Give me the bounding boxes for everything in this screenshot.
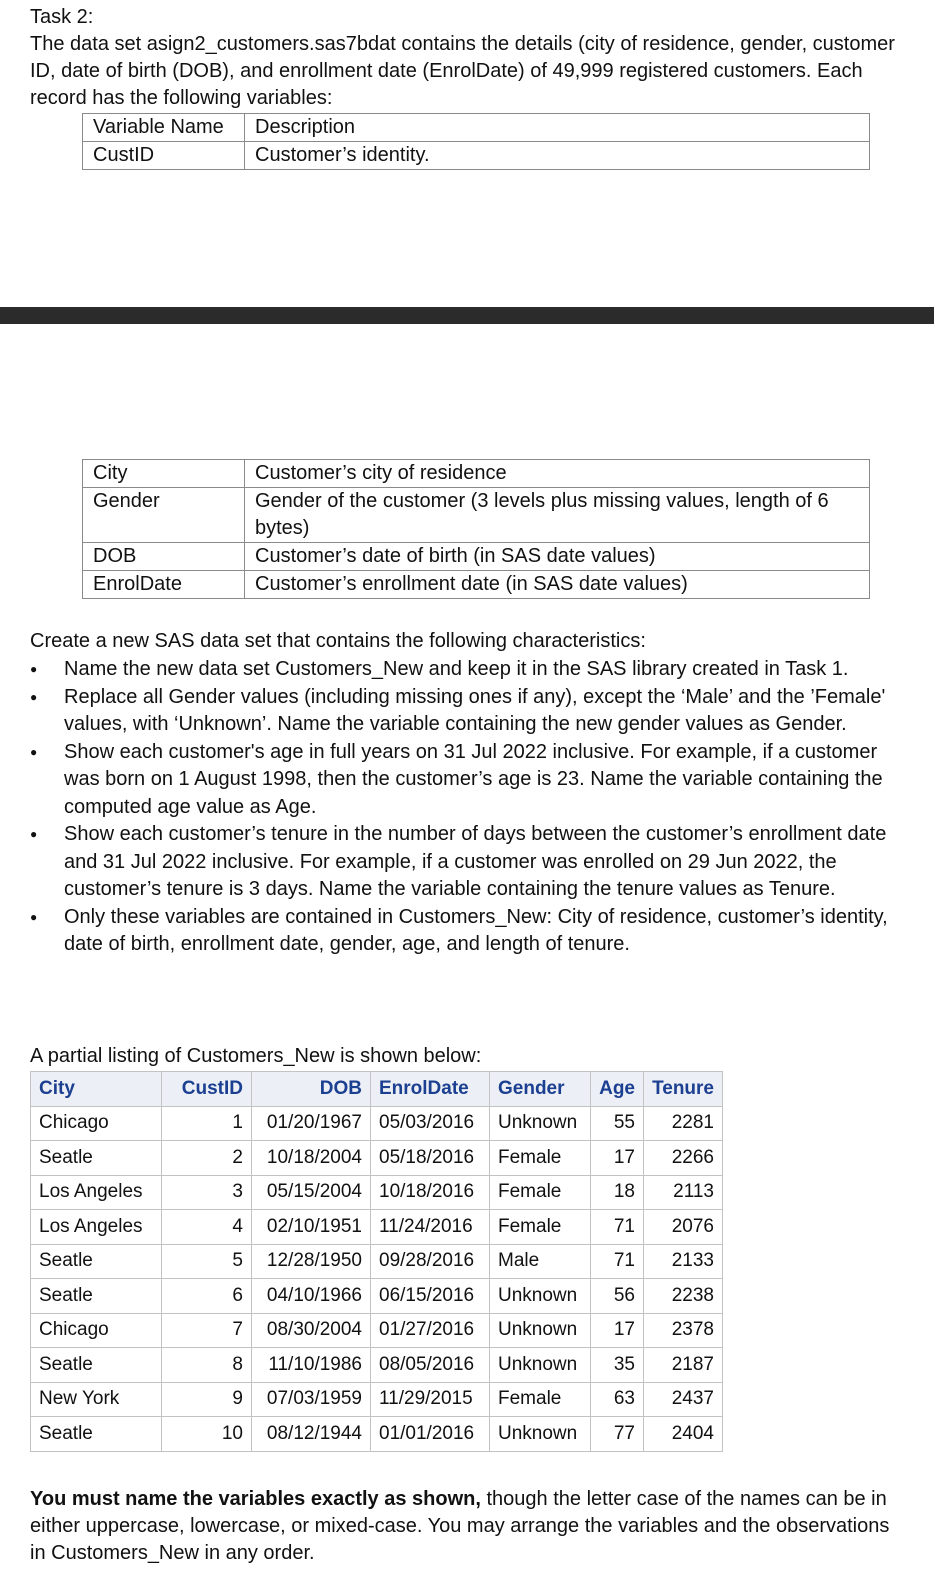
gender-cell: Female <box>490 1175 591 1210</box>
listing-row <box>31 1141 723 1176</box>
gender-cell: Unknown <box>490 1106 591 1141</box>
listing-row <box>31 1313 723 1348</box>
city-cell: Los Angeles <box>31 1210 162 1245</box>
gender-cell: Male <box>490 1244 591 1279</box>
age-cell: 35 <box>591 1348 644 1383</box>
description-header: Description <box>245 114 870 142</box>
tenure-cell: 2187 <box>644 1348 723 1383</box>
gender-cell: Unknown <box>490 1313 591 1348</box>
variable-row <box>83 543 870 571</box>
gender-cell: Unknown <box>490 1348 591 1383</box>
enroldate-cell: 01/27/2016 <box>371 1313 490 1348</box>
age-cell: 18 <box>591 1175 644 1210</box>
tenure-cell: 2133 <box>644 1244 723 1279</box>
tenure-cell: 2281 <box>644 1106 723 1141</box>
enroldate-header: EnrolDate <box>371 1072 490 1107</box>
tenure-header: Tenure <box>644 1072 723 1107</box>
listing-row <box>31 1382 723 1417</box>
variable-name-cell: City <box>83 460 245 488</box>
dob-cell: 01/20/1967 <box>252 1106 371 1141</box>
gender-cell: Female <box>490 1210 591 1245</box>
dob-cell: 11/10/1986 <box>252 1348 371 1383</box>
variable-description-cell: Customer’s enrollment date (in SAS date values) <box>245 571 870 599</box>
tenure-cell: 2378 <box>644 1313 723 1348</box>
dob-cell: 07/03/1959 <box>252 1382 371 1417</box>
requirement-item: ● Only these variables are contained in Customers_New: City of residence, customer’s identity, date of birth, enrollment date, gender, age, and length of tenure. <box>30 904 910 959</box>
age-cell: 55 <box>591 1106 644 1141</box>
city-cell: Seatle <box>31 1279 162 1314</box>
tenure-cell: 2113 <box>644 1175 723 1210</box>
dob-cell: 08/30/2004 <box>252 1313 371 1348</box>
listing-row <box>31 1244 723 1279</box>
tenure-cell: 2076 <box>644 1210 723 1245</box>
custid-cell: 7 <box>162 1313 252 1348</box>
requirement-item: ● Show each customer's age in full years on 31 Jul 2022 inclusive. For example, if a customer was born on 1 August 1998, then the customer’s age is 23. Name the variable containing the computed age value as Age. <box>30 739 910 822</box>
listing-row <box>31 1279 723 1314</box>
city-cell: New York <box>31 1382 162 1417</box>
gender-header: Gender <box>490 1072 591 1107</box>
city-cell: Seatle <box>31 1244 162 1279</box>
custid-cell: 5 <box>162 1244 252 1279</box>
age-cell: 71 <box>591 1244 644 1279</box>
listing-row <box>31 1417 723 1452</box>
enroldate-cell: 08/05/2016 <box>371 1348 490 1383</box>
variable-description-cell: Customer’s date of birth (in SAS date values) <box>245 543 870 571</box>
listing-row <box>31 1210 723 1245</box>
city-header: City <box>31 1072 162 1107</box>
variable-name-cell: EnrolDate <box>83 571 245 599</box>
variable-table-top <box>82 113 870 170</box>
footer-note-bold: You must name the variables exactly as shown, <box>30 1488 481 1510</box>
requirement-item: ● Name the new data set Customers_New and keep it in the SAS library created in Task 1. <box>30 656 910 684</box>
custid-cell: 1 <box>162 1106 252 1141</box>
gender-cell: Unknown <box>490 1279 591 1314</box>
listing-intro: A partial listing of Customers_New is shown below: <box>30 1045 482 1067</box>
city-cell: Seatle <box>31 1348 162 1383</box>
enroldate-cell: 10/18/2016 <box>371 1175 490 1210</box>
customers-listing-table <box>30 1071 723 1452</box>
age-cell: 56 <box>591 1279 644 1314</box>
dob-header: DOB <box>252 1072 371 1107</box>
enroldate-cell: 06/15/2016 <box>371 1279 490 1314</box>
variable-row <box>83 488 870 543</box>
custid-cell: 8 <box>162 1348 252 1383</box>
listing-row <box>31 1175 723 1210</box>
enroldate-cell: 09/28/2016 <box>371 1244 490 1279</box>
variable-row <box>83 142 870 170</box>
variable-description-cell: Customer’s identity. <box>245 142 870 170</box>
age-cell: 17 <box>591 1313 644 1348</box>
tenure-cell: 2238 <box>644 1279 723 1314</box>
create-intro: Create a new SAS data set that contains the following characteristics: <box>30 630 646 652</box>
tenure-cell: 2404 <box>644 1417 723 1452</box>
variable-table-bottom <box>82 459 870 599</box>
age-cell: 71 <box>591 1210 644 1245</box>
variable-row <box>83 571 870 599</box>
footer-note-rest: though the letter case of the names can be in either uppercase, lowercase, or mixed-case. You may arrange the variables and the observations in Customers_New in any order. <box>30 1488 890 1564</box>
requirement-item: ● Show each customer’s tenure in the number of days between the customer’s enrollment date and 31 Jul 2022 inclusive. For example, if a customer was enrolled on 29 Jun 2022, the customer’s tenure is 3 days. Name the variable containing the tenure values as Tenure. <box>30 821 910 904</box>
enroldate-cell: 05/03/2016 <box>371 1106 490 1141</box>
custid-cell: 9 <box>162 1382 252 1417</box>
dob-cell: 04/10/1966 <box>252 1279 371 1314</box>
dob-cell: 10/18/2004 <box>252 1141 371 1176</box>
city-cell: Seatle <box>31 1141 162 1176</box>
custid-cell: 6 <box>162 1279 252 1314</box>
city-cell: Chicago <box>31 1313 162 1348</box>
age-cell: 77 <box>591 1417 644 1452</box>
variable-table-header-row <box>83 114 870 142</box>
requirements-list <box>30 656 910 959</box>
listing-header-row <box>31 1072 723 1107</box>
city-cell: Los Angeles <box>31 1175 162 1210</box>
footer-note <box>30 1486 910 1567</box>
city-cell: Chicago <box>31 1106 162 1141</box>
variable-name-cell: CustID <box>83 142 245 170</box>
gender-cell: Female <box>490 1382 591 1417</box>
age-header: Age <box>591 1072 644 1107</box>
enroldate-cell: 11/29/2015 <box>371 1382 490 1417</box>
enroldate-cell: 05/18/2016 <box>371 1141 490 1176</box>
custid-cell: 10 <box>162 1417 252 1452</box>
variable-name-cell: DOB <box>83 543 245 571</box>
variable-description-cell: Customer’s city of residence <box>245 460 870 488</box>
task-title: Task 2: <box>30 6 94 28</box>
custid-header: CustID <box>162 1072 252 1107</box>
dob-cell: 12/28/1950 <box>252 1244 371 1279</box>
custid-cell: 2 <box>162 1141 252 1176</box>
enroldate-cell: 01/01/2016 <box>371 1417 490 1452</box>
dob-cell: 08/12/1944 <box>252 1417 371 1452</box>
dob-cell: 05/15/2004 <box>252 1175 371 1210</box>
variable-row <box>83 460 870 488</box>
listing-row <box>31 1106 723 1141</box>
variable-description-cell: Gender of the customer (3 levels plus missing values, length of 6 bytes) <box>245 488 870 543</box>
tenure-cell: 2437 <box>644 1382 723 1417</box>
age-cell: 63 <box>591 1382 644 1417</box>
custid-cell: 3 <box>162 1175 252 1210</box>
variable-name-cell: Gender <box>83 488 245 543</box>
gender-cell: Female <box>490 1141 591 1176</box>
tenure-cell: 2266 <box>644 1141 723 1176</box>
city-cell: Seatle <box>31 1417 162 1452</box>
enroldate-cell: 11/24/2016 <box>371 1210 490 1245</box>
custid-cell: 4 <box>162 1210 252 1245</box>
listing-row <box>31 1348 723 1383</box>
dark-divider-bar <box>0 307 934 324</box>
gender-cell: Unknown <box>490 1417 591 1452</box>
dob-cell: 02/10/1951 <box>252 1210 371 1245</box>
variable-name-header: Variable Name <box>83 114 245 142</box>
age-cell: 17 <box>591 1141 644 1176</box>
intro-paragraph: The data set asign2_customers.sas7bdat contains the details (city of residence, gender, customer ID, date of birth (DOB), and enrollment date (EnrolDate) of 49,999 registered customers. Each record has the following variables: <box>30 33 895 109</box>
requirement-item: ● Replace all Gender values (including missing ones if any), except the ‘Male’ and the ’Female' values, with ‘Unknown’. Name the variable containing the new gender values as Gender. <box>30 684 910 739</box>
